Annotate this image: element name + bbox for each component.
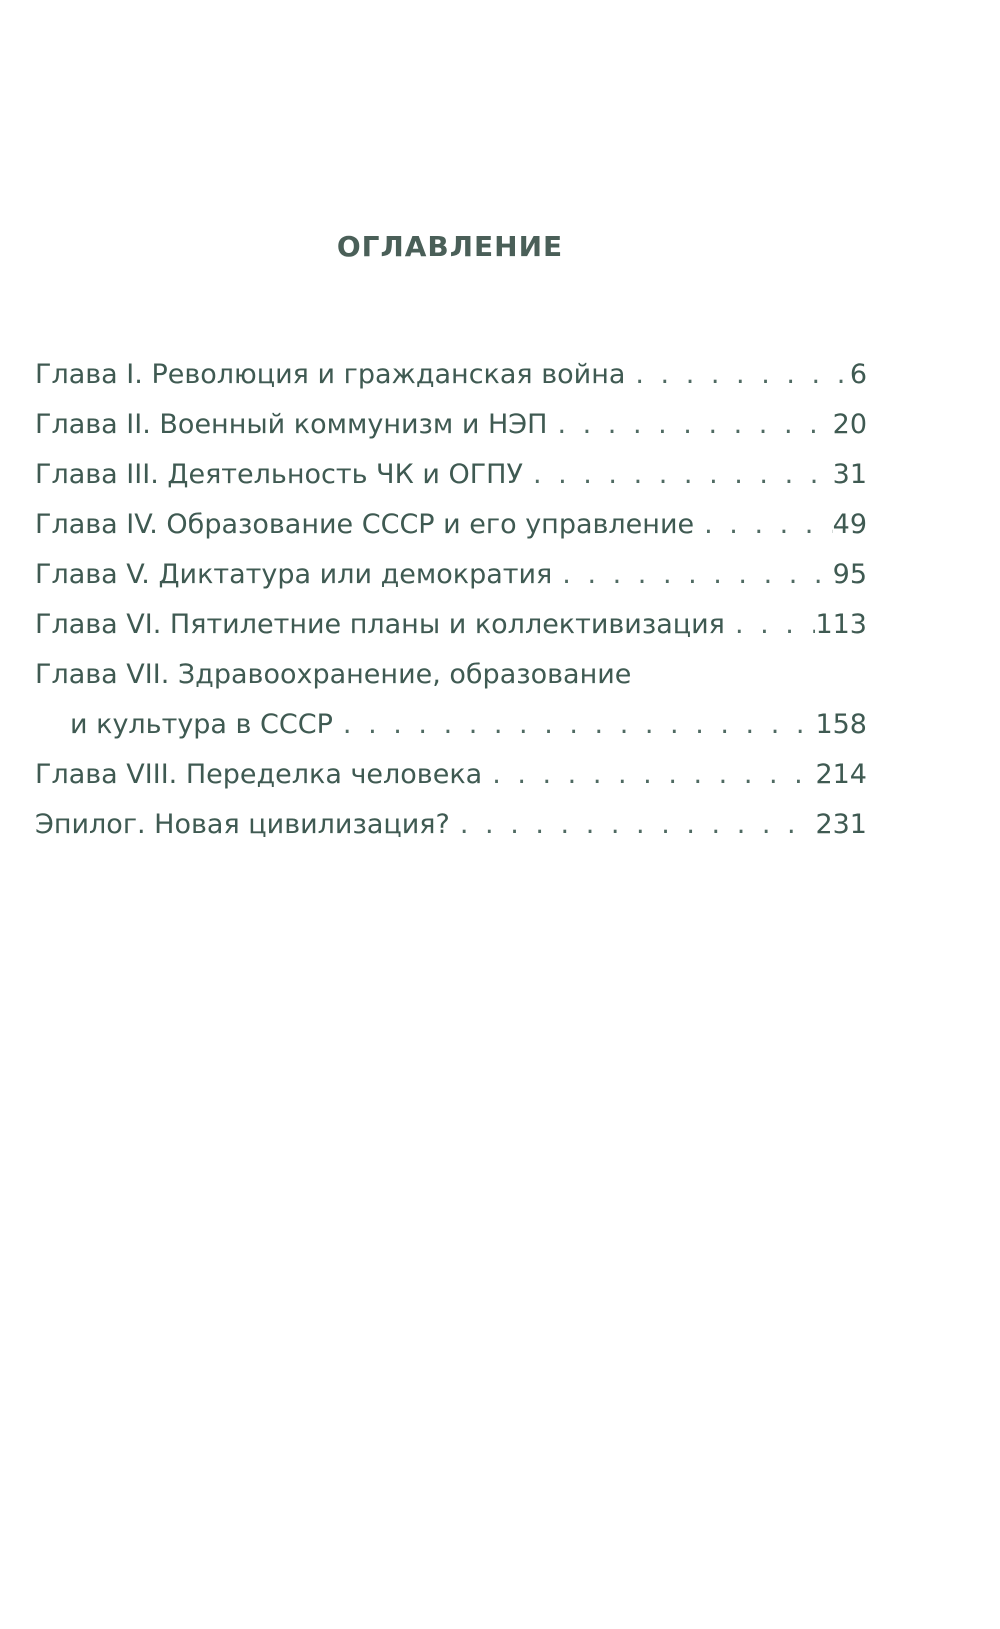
- toc-entry-title: Глава VIII. Переделка человека: [35, 759, 483, 790]
- toc-entry-page-number: 158: [815, 709, 867, 740]
- toc-entry-page-number: 214: [815, 759, 867, 790]
- dot-leader: [523, 458, 833, 492]
- toc-entry-page-number: 31: [832, 459, 867, 490]
- toc-entry-epilogue: [35, 808, 867, 858]
- toc-entry-chapter-6: [35, 608, 867, 658]
- toc-entry-title: Эпилог. Новая цивилизация?: [35, 809, 450, 840]
- toc-entry-title: Глава V. Диктатура или демократия: [35, 559, 553, 590]
- toc-entry-title: Глава VI. Пятилетние планы и коллективизация: [35, 609, 725, 640]
- page-title: ОГЛАВЛЕНИЕ: [336, 230, 564, 263]
- toc-entry-chapter-8: [35, 758, 867, 808]
- dot-leader: [552, 558, 832, 592]
- toc-entry-chapter-5: [35, 558, 867, 608]
- dot-leader: [482, 758, 815, 792]
- table-of-contents: [35, 358, 867, 858]
- toc-entry-title: Глава IV. Образование СССР и его управление: [35, 509, 695, 540]
- toc-entry-chapter-1: [35, 358, 867, 408]
- toc-entry-page-number: 20: [832, 409, 867, 440]
- toc-entry-page-number: 231: [815, 809, 867, 840]
- toc-entry-title-continuation: и культура в СССР: [70, 709, 333, 740]
- toc-entry-title: Глава VII. Здравоохранение, образование: [35, 659, 632, 690]
- dot-leader: [694, 508, 833, 542]
- toc-entry-page-number: 6: [849, 359, 867, 390]
- toc-entry-chapter-3: [35, 458, 867, 508]
- toc-entry-page-number: 49: [832, 509, 867, 540]
- toc-entry-title: Глава III. Деятельность ЧК и ОГПУ: [35, 459, 523, 490]
- toc-entry-chapter-7: [35, 658, 867, 708]
- toc-entry-page-number: 113: [815, 609, 867, 640]
- toc-entry-page-number: 95: [832, 559, 867, 590]
- toc-entry-chapter-7-continuation: [35, 708, 867, 758]
- dot-leader: [450, 808, 816, 842]
- toc-entry-chapter-4: [35, 508, 867, 558]
- toc-entry-title: Глава II. Военный коммунизм и НЭП: [35, 409, 548, 440]
- dot-leader: [725, 608, 816, 642]
- dot-leader: [547, 408, 832, 442]
- dot-leader: [625, 358, 849, 392]
- toc-entry-title: Глава I. Революция и гражданская война: [35, 359, 626, 390]
- dot-leader: [333, 708, 816, 742]
- toc-entry-chapter-2: [35, 408, 867, 458]
